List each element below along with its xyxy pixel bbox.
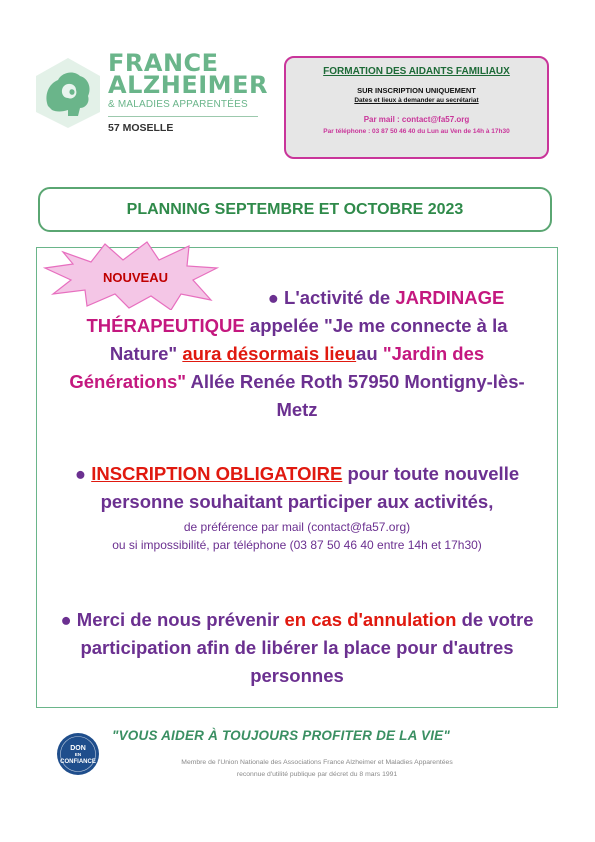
p2-text: pour toute nouvelle personne souhaitant participer aux activités, <box>100 463 520 512</box>
cancellation-paragraph <box>37 606 557 690</box>
info-phone: Par téléphone : 03 87 50 46 40 du Lun au Ven de 14h à 17h30 <box>323 128 510 135</box>
membership-note <box>112 757 522 781</box>
announcement-box <box>36 247 558 708</box>
p1-text-intro: L'activité de <box>284 287 391 308</box>
p1-location-change: aura désormais lieu <box>182 343 357 364</box>
france-alzheimer-logo <box>34 49 274 142</box>
planning-banner <box>38 187 552 232</box>
info-title: FORMATION DES AIDANTS FAMILIAUX <box>323 66 510 77</box>
info-subtitle: SUR INSCRIPTION UNIQUEMENT <box>357 86 476 95</box>
membership-line-1: Membre de l'Union Nationale des Associations France Alzheimer et Maladies Apparentées <box>181 759 453 766</box>
p1-text-at: au <box>356 343 378 364</box>
info-subtitle-dates: Dates et lieux à demander au secrétariat <box>354 97 479 104</box>
logo-line-moselle: 57 MOSELLE <box>108 122 174 134</box>
info-mail: Par mail : contact@fa57.org <box>363 115 470 124</box>
new-badge-label: NOUVEAU <box>103 270 169 285</box>
badge-word-don: DON <box>70 745 86 752</box>
registration-paragraph <box>37 460 557 556</box>
logo-line-france: FRANCE <box>108 49 219 77</box>
heads-silhouette-icon <box>34 56 102 130</box>
p3-cancellation: en cas d'annulation <box>284 609 457 630</box>
membership-line-2: reconnue d'utilité publique par décret du 8 mars 1991 <box>236 771 398 778</box>
don-en-confiance-badge-icon <box>56 732 100 776</box>
p3-text-end: de votre participation afin de libérer la place pour d'autres personnes <box>80 609 534 686</box>
p3-text-intro: Merci de nous prévenir <box>76 609 280 630</box>
p2-mandatory-registration: INSCRIPTION OBLIGATOIRE <box>91 463 343 484</box>
badge-word-en: EN <box>74 752 82 757</box>
p1-address: Allée Renée Roth 57950 Montigny-lès-Metz <box>190 371 525 420</box>
p2-phone-alternative: ou si impossibilité, par téléphone (03 87 50 46 40 entre 14h et 17h30) <box>112 538 482 552</box>
logo-line-alzheimer: ALZHEIMER <box>108 71 268 99</box>
training-info-box <box>284 56 549 159</box>
slogan: "VOUS AIDER À TOUJOURS PROFITER DE LA VIE" <box>112 728 450 743</box>
logo-line-maladies: & MALADIES APPARENTÉES <box>108 99 248 110</box>
bullet: ● <box>60 609 72 630</box>
planning-title: PLANNING SEPTEMBRE ET OCTOBRE 2023 <box>126 200 464 218</box>
bullet: ● <box>267 287 279 308</box>
p1-activity-name: JARDINAGE THÉRAPEUTIQUE <box>86 287 505 336</box>
logo-divider <box>108 116 258 117</box>
bullet: ● <box>74 463 87 484</box>
p1-text-called: appelée "Je me connecte à la Nature" <box>109 315 508 364</box>
p2-mail-preference: de préférence par mail (contact@fa57.org) <box>183 520 411 534</box>
gardening-paragraph <box>37 284 557 424</box>
p1-garden-name: "Jardin des Générations" <box>69 343 485 392</box>
badge-word-confiance: CONFIANCE <box>60 759 96 765</box>
